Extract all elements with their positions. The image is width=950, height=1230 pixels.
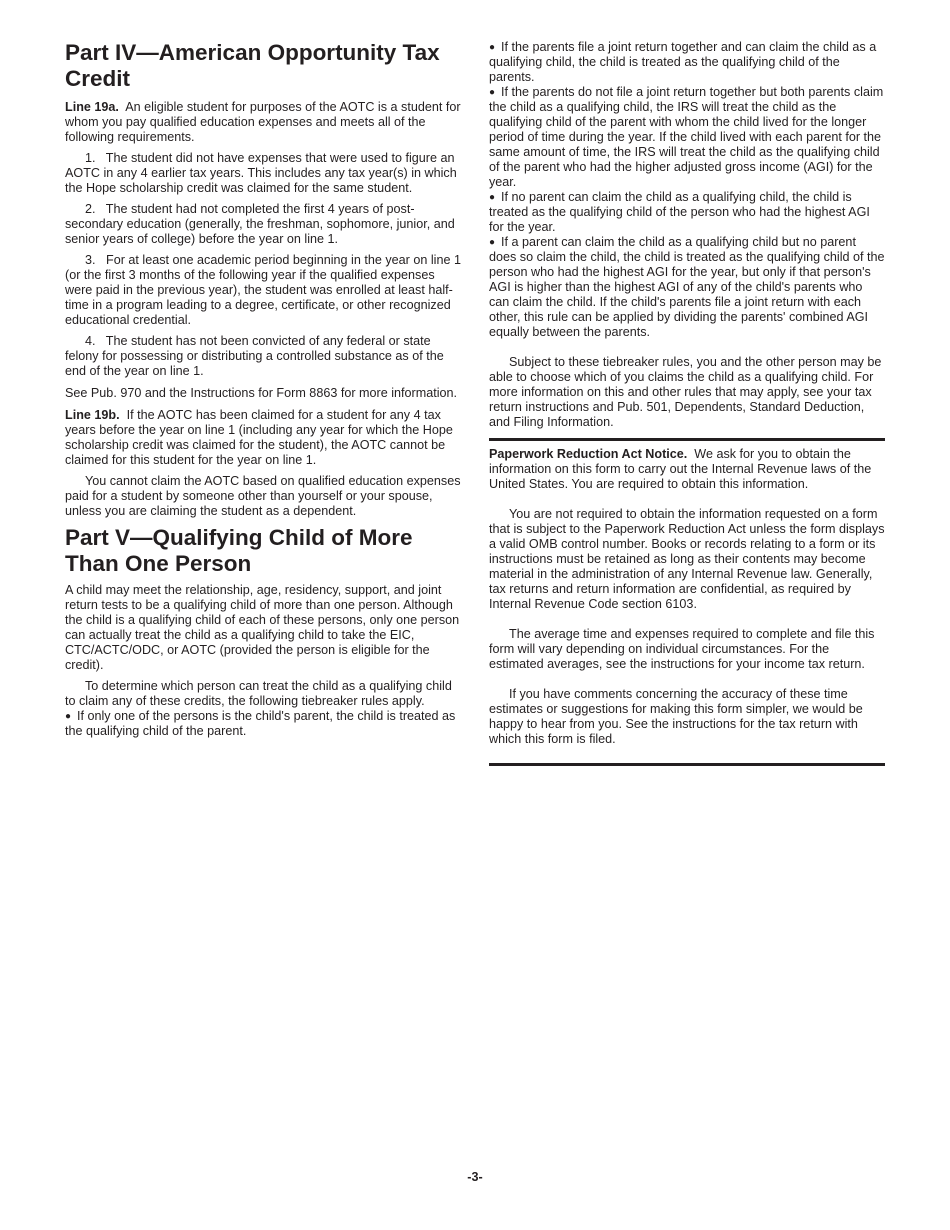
- pra-paragraph-4: If you have comments concerning the accuracy of these time estimates or suggestions for making this form simpler, we would be happy to hear from you. See the instructions for the tax return with which this form is filed.: [489, 687, 863, 746]
- tiebreaker-bullet: ● If only one of the persons is the child's parent, the child is treated as the qualifying child of the parent.: [65, 709, 456, 738]
- part4-heading: Part IV—American Opportunity Tax Credit: [65, 40, 440, 91]
- pra-paragraph: [489, 447, 885, 492]
- bullet-icon: ●: [489, 192, 496, 203]
- requirement-item: 2. The student had not completed the first 4 years of post-secondary education (generally, the freshman, sophomore, junior, and senior years of college) before the year on line 1.: [65, 202, 455, 246]
- line19a-text: An eligible student for purposes of the AOTC is a student for whom you pay qualified education expenses and meets all of the following requirements.: [65, 100, 461, 144]
- cannot-claim-paragraph: You cannot claim the AOTC based on qualified education expenses paid for a student by someone other than yourself or your spouse, unless you are claiming the student as a dependent.: [65, 474, 461, 518]
- pra-text: We ask for you to obtain the information on this form to carry out the Internal Revenue laws of the United States. You are required to obtain this information.: [489, 447, 872, 491]
- bullet-icon: ●: [65, 711, 72, 722]
- right-column: [489, 40, 885, 766]
- bullet-icon: ●: [489, 87, 496, 98]
- bullet-icon: ●: [489, 237, 496, 248]
- pra-label: Paperwork Reduction Act Notice.: [489, 447, 688, 461]
- line19a-paragraph: [65, 100, 461, 145]
- page-number: -3-: [467, 1170, 483, 1184]
- tiebreaker-bullet: ● If a parent can claim the child as a qualifying child but no parent does so claim the child, the child is treated as the qualifying child of the person who had the highest AGI for the year, but only if that person's AGI is higher than the highest AGI of any of the child's parents who can claim the child. If the child's parents file a joint return with each other, this rule can be applied by dividing the parents' combined AGI equally between the parents.: [489, 235, 885, 339]
- tiebreaker-bullet: ● If no parent can claim the child as a qualifying child, the child is treated as the qualifying child of the person who had the highest AGI for the year.: [489, 190, 870, 234]
- section-divider: [489, 763, 885, 766]
- pra-paragraph-2: You are not required to obtain the information requested on a form that is subject to the Paperwork Reduction Act unless the form displays a valid OMB control number. Books or records relating to a form or its instructions must be retained as long as their contents may become material in the administration of any Internal Revenue law. Generally, tax returns and return information are confidential, as required by Internal Revenue Code section 6103.: [489, 507, 885, 611]
- tiebreaker-bullet: ● If the parents file a joint return together and can claim the child as a qualifying child, the child is treated as the qualifying child of the parents.: [489, 40, 877, 84]
- line19b-paragraph: [65, 408, 461, 468]
- line19a-label: Line 19a.: [65, 100, 119, 114]
- subject-to-paragraph: Subject to these tiebreaker rules, you and the other person may be able to choose which of you claims the child as a qualifying child. For more information on this and other rules that may apply, see your tax return instructions and Pub. 501, Dependents, Standard Deduction, and Filing Information.: [489, 355, 882, 429]
- part5-intro-paragraph: A child may meet the relationship, age, residency, support, and joint return tests to be a qualifying child of more than one person. Although the child is a qualifying child of each of these persons, only one person can actually treat the child as a qualifying child to take the EIC, CTC/ACTC/ODC, or AOTC (provided the person is eligible for the credit).: [65, 583, 460, 672]
- paperwork-notice-section: [489, 438, 885, 766]
- bullet-icon: ●: [489, 42, 496, 53]
- requirement-item: 3. For at least one academic period beginning in the year on line 1 (or the first 3 months of the following year if the qualified expenses were paid in the previous year), the student was enrolled at least half-time in a program leading to a degree, certificate, or other recognized educational credential.: [65, 253, 461, 327]
- line19b-label: Line 19b.: [65, 408, 120, 422]
- left-column: [65, 40, 461, 739]
- tiebreaker-intro-paragraph: To determine which person can treat the child as a qualifying child to claim any of these credits, the following tiebreaker rules apply.: [65, 679, 452, 708]
- line19b-text: If the AOTC has been claimed for a student for any 4 tax years before the year on line 1 (including any year for which the Hope scholarship credit was claimed for the student), the AOTC cannot be claimed for this student for the year on line 1.: [65, 408, 453, 467]
- requirement-item: 4. The student has not been convicted of any federal or state felony for possessing or distributing a controlled substance as of the end of the year on line 1.: [65, 334, 444, 378]
- requirement-item: 1. The student did not have expenses that were used to figure an AOTC in any 4 earlier tax years. This includes any tax year(s) in which the Hope scholarship credit was claimed for the same student.: [65, 151, 457, 195]
- tiebreaker-bullet: ● If the parents do not file a joint return together but both parents claim the child as a qualifying child, the IRS will treat the child as the qualifying child of the parent with whom the child lived for the longer period of time during the year. If the child lived with each parent for the same amount of time, the IRS will treat the child as the qualifying child of the parent who had the higher adjusted gross income (AGI) for the year.: [489, 85, 884, 189]
- see-pub-paragraph: See Pub. 970 and the Instructions for Form 8863 for more information.: [65, 386, 458, 400]
- part5-heading: Part V—Qualifying Child of More Than One Person: [65, 525, 413, 576]
- pra-paragraph-3: The average time and expenses required to complete and file this form will vary depending on individual circumstances. For the estimated averages, see the instructions for your income tax return.: [489, 627, 875, 671]
